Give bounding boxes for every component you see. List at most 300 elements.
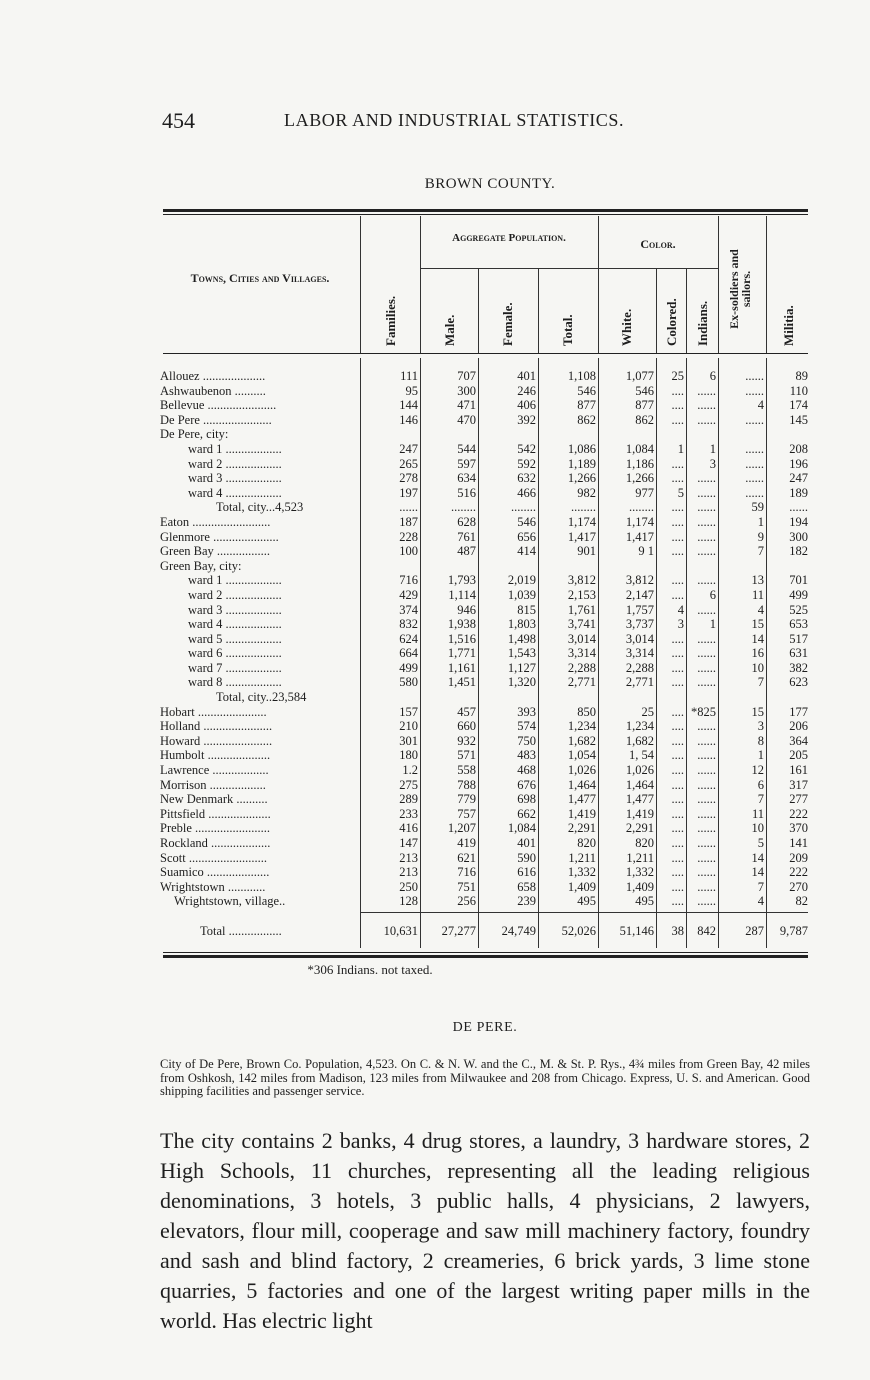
cell-exs: 4 <box>757 602 764 617</box>
cell-male: 470 <box>457 412 476 427</box>
cell-total: 2,291 <box>567 821 596 836</box>
cell-exs: 5 <box>757 836 764 850</box>
cell-families: 832 <box>399 617 418 632</box>
cell-colored: .... <box>671 456 684 471</box>
cell-colored: .... <box>671 383 684 398</box>
cell-families: 187 <box>399 514 418 529</box>
cell-exs: ...... <box>745 471 764 486</box>
cell-male: 932 <box>457 733 476 748</box>
cell-colored: .... <box>671 806 684 821</box>
cell-indians: ...... <box>697 879 716 894</box>
cell-total: 1,211 <box>568 850 596 865</box>
cell-white: 495 <box>635 894 654 909</box>
cell-militia <box>766 909 810 924</box>
cell-total: 1,761 <box>567 602 596 617</box>
cell-families: 100 <box>399 544 418 559</box>
cell-male: 757 <box>457 806 476 821</box>
cell-exs: 15 <box>751 704 764 719</box>
cell-male: 1,938 <box>447 617 476 632</box>
cell-colored: .... <box>671 894 684 909</box>
divider <box>538 268 539 353</box>
cell-exs: 287 <box>745 923 764 938</box>
cell-families <box>360 909 420 924</box>
cell-families <box>360 559 420 574</box>
header-families: Families. <box>383 295 398 346</box>
cell-female: 401 <box>517 836 536 850</box>
table-row <box>160 632 810 647</box>
cell-families: 233 <box>399 806 418 821</box>
cell-male: 1,114 <box>448 587 476 602</box>
table-row <box>160 617 810 632</box>
cell-male: ........ <box>451 500 476 515</box>
cell-indians: ...... <box>697 763 716 778</box>
cell-exs <box>718 909 766 924</box>
cell-indians: 1 <box>709 617 716 632</box>
bottom-rule <box>163 955 808 958</box>
population-table <box>160 369 810 938</box>
row-name: Ashwaubenon .......... <box>160 383 266 398</box>
cell-families: 716 <box>399 573 418 588</box>
cell-families: 624 <box>399 631 418 646</box>
cell-families: 499 <box>399 660 418 675</box>
row-name: Green Bay ................. <box>160 544 271 559</box>
cell-militia: 701 <box>789 573 808 588</box>
cell-militia: 209 <box>789 850 808 865</box>
cell-militia: 631 <box>789 646 808 661</box>
cell-colored: .... <box>671 733 684 748</box>
cell-militia: 89 <box>795 369 808 383</box>
cell-indians: ...... <box>697 529 716 544</box>
row-name: Rockland ................... <box>160 836 271 850</box>
cell-families: 210 <box>399 719 418 734</box>
cell-indians: ...... <box>697 675 716 690</box>
table-row <box>160 661 810 676</box>
cell-female: 574 <box>517 719 536 734</box>
row-name: Green Bay, city: <box>160 558 242 573</box>
row-name: ward 6 .................. <box>188 646 282 661</box>
cell-total: 877 <box>577 398 596 413</box>
cell-militia: 222 <box>789 865 808 880</box>
cell-indians: ...... <box>697 500 716 515</box>
cell-total: 2,771 <box>567 675 596 690</box>
cell-female: 542 <box>517 441 536 456</box>
cell-total: 1,266 <box>567 471 596 486</box>
cell-male: 571 <box>457 748 476 763</box>
top-rule-thin <box>163 214 808 215</box>
header-indians: Indians. <box>695 300 710 346</box>
cell-white: 862 <box>635 412 654 427</box>
header-aggregate: Aggregate Population. <box>452 232 566 244</box>
cell-male: 660 <box>457 719 476 734</box>
cell-total <box>538 909 598 924</box>
cell-white: 1,477 <box>625 792 654 807</box>
row-name: Lawrence .................. <box>160 763 269 778</box>
cell-families: 213 <box>399 865 418 880</box>
page-number: 454 <box>162 108 195 133</box>
row-name: ward 5 .................. <box>188 631 282 646</box>
row-name: Allouez .................... <box>160 369 266 383</box>
cell-colored <box>656 427 686 442</box>
cell-exs: 10 <box>751 821 764 836</box>
cell-colored: 3 <box>677 617 684 632</box>
cell-female: 698 <box>517 792 536 807</box>
running-head: LABOR AND INDUSTRIAL STATISTICS. <box>284 110 625 130</box>
cell-white <box>598 690 656 705</box>
table-row <box>160 573 810 588</box>
top-rule <box>163 209 808 212</box>
cell-indians: ...... <box>697 573 716 588</box>
cell-families: 247 <box>399 441 418 456</box>
cell-militia <box>766 427 810 442</box>
cell-colored: .... <box>671 879 684 894</box>
table-row <box>160 398 810 413</box>
cell-indians: ...... <box>697 894 716 909</box>
cell-exs: 14 <box>751 850 764 865</box>
cell-exs: 9 <box>757 529 764 544</box>
cell-indians: ...... <box>697 733 716 748</box>
table-row <box>160 588 810 603</box>
cell-militia: 206 <box>789 719 808 734</box>
cell-colored: .... <box>671 675 684 690</box>
header-towns: Towns, Cities and Villages. <box>190 271 330 285</box>
cell-colored: .... <box>671 587 684 602</box>
cell-colored: 25 <box>671 369 684 383</box>
cell-colored: .... <box>671 850 684 865</box>
cell-exs: 12 <box>751 763 764 778</box>
cell-exs: ...... <box>745 369 764 383</box>
cell-militia: 370 <box>789 821 808 836</box>
cell-exs: 59 <box>751 500 764 515</box>
table-row <box>160 924 810 939</box>
row-name: Scott ......................... <box>160 850 267 865</box>
cell-families: 128 <box>399 894 418 909</box>
cell-militia: 194 <box>789 514 808 529</box>
cell-white: 2,288 <box>625 660 654 675</box>
cell-families: 265 <box>399 456 418 471</box>
cell-male: 779 <box>457 792 476 807</box>
cell-indians: ...... <box>697 646 716 661</box>
cell-indians <box>686 427 718 442</box>
cell-male: 300 <box>457 383 476 398</box>
cell-militia: ...... <box>789 500 808 515</box>
table-row <box>160 734 810 749</box>
cell-families: 144 <box>399 398 418 413</box>
cell-indians: ...... <box>697 383 716 398</box>
cell-female: 1,320 <box>507 675 536 690</box>
cell-exs <box>718 690 766 705</box>
cell-indians: ...... <box>697 748 716 763</box>
cell-colored: .... <box>671 529 684 544</box>
header-ex-soldiers: Ex-soldiers and sailors. <box>727 249 753 329</box>
cell-indians: ...... <box>697 485 716 500</box>
cell-total: 1,086 <box>567 441 596 456</box>
row-name: ward 4 .................. <box>188 485 282 500</box>
cell-families: 213 <box>399 850 418 865</box>
row-name <box>160 909 360 924</box>
cell-white: 1,084 <box>625 441 654 456</box>
cell-militia: 653 <box>789 617 808 632</box>
cell-white: 25 <box>641 704 654 719</box>
cell-female: 656 <box>517 529 536 544</box>
row-name: Eaton ......................... <box>160 514 271 529</box>
cell-exs: ...... <box>745 485 764 500</box>
cell-militia: 300 <box>789 529 808 544</box>
cell-exs: 15 <box>751 617 764 632</box>
row-name: De Pere, city: <box>160 427 229 442</box>
cell-white: 1,077 <box>625 369 654 383</box>
divider <box>718 216 719 353</box>
cell-white: 1,682 <box>625 733 654 748</box>
cell-indians: ...... <box>697 412 716 427</box>
cell-male <box>420 559 478 574</box>
cell-indians: 842 <box>697 923 716 938</box>
cell-exs: 11 <box>751 587 764 602</box>
cell-exs: 7 <box>757 544 764 559</box>
table-row <box>160 457 810 472</box>
cell-total: 1,419 <box>567 806 596 821</box>
cell-female: 616 <box>517 865 536 880</box>
cell-exs <box>718 427 766 442</box>
cell-white: 1,211 <box>626 850 654 865</box>
header-total: Total. <box>560 314 575 346</box>
cell-white <box>598 559 656 574</box>
cell-indians: ...... <box>697 514 716 529</box>
cell-female: 590 <box>517 850 536 865</box>
table-row <box>160 544 810 559</box>
cell-militia: 182 <box>789 544 808 559</box>
divider <box>766 216 767 353</box>
cell-colored: .... <box>671 821 684 836</box>
cell-families: 180 <box>399 748 418 763</box>
row-name: Total, city...4,523 <box>216 500 304 515</box>
cell-white: 1,332 <box>625 865 654 880</box>
cell-male: 946 <box>457 602 476 617</box>
row-name: Preble ........................ <box>160 821 271 836</box>
cell-white: 1, 54 <box>629 748 654 763</box>
cell-militia: 277 <box>789 792 808 807</box>
table-row <box>160 515 810 530</box>
page-header <box>162 108 692 138</box>
cell-exs: 1 <box>757 514 764 529</box>
cell-families: ...... <box>399 500 418 515</box>
table-row <box>160 894 810 909</box>
table-row <box>160 646 810 661</box>
cell-total: 3,812 <box>567 573 596 588</box>
cell-male: 1,793 <box>447 573 476 588</box>
row-name: Humbolt .................... <box>160 748 271 763</box>
cell-white: 977 <box>635 485 654 500</box>
cell-families: 278 <box>399 471 418 486</box>
cell-exs: 14 <box>751 865 764 880</box>
table-row <box>160 909 810 924</box>
cell-militia: 208 <box>789 441 808 456</box>
table-row <box>160 690 810 705</box>
cell-total: 1,108 <box>567 369 596 383</box>
cell-indians: ...... <box>697 631 716 646</box>
cell-militia: 161 <box>789 763 808 778</box>
cell-female: 239 <box>517 894 536 909</box>
cell-families: 301 <box>399 733 418 748</box>
cell-indians: ...... <box>697 806 716 821</box>
cell-families: 146 <box>399 412 418 427</box>
table-row <box>160 865 810 880</box>
cell-colored: 1 <box>677 441 684 456</box>
cell-total: 862 <box>577 412 596 427</box>
table-row <box>160 675 810 690</box>
cell-white: 2,771 <box>625 675 654 690</box>
cell-female: 392 <box>517 412 536 427</box>
cell-white: 1,266 <box>625 471 654 486</box>
cell-colored: .... <box>671 865 684 880</box>
cell-indians: 6 <box>709 587 716 602</box>
cell-exs: 1 <box>757 748 764 763</box>
row-name: ward 4 .................. <box>188 617 282 632</box>
cell-militia: 382 <box>789 660 808 675</box>
cell-male: 707 <box>457 369 476 383</box>
cell-total <box>538 559 598 574</box>
row-name: Glenmore ..................... <box>160 529 279 544</box>
cell-colored: .... <box>671 748 684 763</box>
cell-female: 393 <box>517 704 536 719</box>
cell-families: 664 <box>399 646 418 661</box>
cell-exs: 8 <box>757 733 764 748</box>
cell-total: 495 <box>577 894 596 909</box>
cell-indians: ...... <box>697 602 716 617</box>
cell-indians <box>686 909 718 924</box>
cell-white: 1,186 <box>625 456 654 471</box>
cell-white: 3,314 <box>625 646 654 661</box>
cell-indians: ...... <box>697 777 716 792</box>
cell-total: 546 <box>577 383 596 398</box>
cell-white: 1,419 <box>625 806 654 821</box>
cell-families: 10,631 <box>383 923 418 938</box>
cell-white: 1,757 <box>625 602 654 617</box>
cell-indians: ...... <box>697 865 716 880</box>
cell-white: 3,737 <box>625 617 654 632</box>
cell-male: 256 <box>457 894 476 909</box>
cell-white: 877 <box>635 398 654 413</box>
cell-female: 414 <box>517 544 536 559</box>
cell-families: 95 <box>405 383 418 398</box>
cell-indians: ...... <box>697 471 716 486</box>
cell-female: 401 <box>517 369 536 383</box>
cell-total: 1,234 <box>567 719 596 734</box>
cell-total: 1,174 <box>567 514 596 529</box>
cell-male: 487 <box>457 544 476 559</box>
cell-indians: 1 <box>709 441 716 456</box>
divider <box>598 216 599 353</box>
cell-families: 374 <box>399 602 418 617</box>
row-name: Bellevue ...................... <box>160 398 277 413</box>
cell-total: 1,189 <box>567 456 596 471</box>
row-name: Pittsfield .................... <box>160 806 271 821</box>
cell-white <box>598 909 656 924</box>
cell-total: 1,409 <box>567 879 596 894</box>
cell-families: 580 <box>399 675 418 690</box>
cell-total <box>538 427 598 442</box>
header-militia: Militia. <box>781 305 796 346</box>
cell-female <box>478 427 538 442</box>
cell-colored: 5 <box>677 485 684 500</box>
cell-female: 246 <box>517 383 536 398</box>
table-row <box>160 471 810 486</box>
cell-exs: 4 <box>757 894 764 909</box>
cell-exs: ...... <box>745 412 764 427</box>
cell-militia: 141 <box>789 836 808 850</box>
cell-male: 1,516 <box>447 631 476 646</box>
divider <box>360 216 361 353</box>
cell-indians: ...... <box>697 719 716 734</box>
cell-male: 471 <box>457 398 476 413</box>
cell-colored: .... <box>671 646 684 661</box>
cell-families: 429 <box>399 587 418 602</box>
cell-total: 1,332 <box>567 865 596 880</box>
table-row <box>160 821 810 836</box>
cell-male: 628 <box>457 514 476 529</box>
row-name: Holland ...................... <box>160 719 273 734</box>
cell-militia: 196 <box>789 456 808 471</box>
row-name: ward 3 .................. <box>188 471 282 486</box>
cell-families: 1.2 <box>402 763 418 778</box>
cell-militia: 317 <box>789 777 808 792</box>
cell-families: 147 <box>399 836 418 850</box>
row-name: New Denmark .......... <box>160 792 268 807</box>
cell-male: 597 <box>457 456 476 471</box>
table-row <box>160 836 810 851</box>
table-row <box>160 413 810 428</box>
cell-exs: 11 <box>751 806 764 821</box>
cell-total: 3,741 <box>567 617 596 632</box>
cell-male: 27,277 <box>441 923 476 938</box>
cell-female: 1,127 <box>507 660 536 675</box>
row-name: ward 2 .................. <box>188 456 282 471</box>
divider <box>656 268 657 353</box>
cell-male: 1,207 <box>447 821 476 836</box>
cell-female: 2,019 <box>507 573 536 588</box>
cell-male <box>420 909 478 924</box>
cell-total: 3,314 <box>567 646 596 661</box>
cell-total: 901 <box>577 544 596 559</box>
cell-male <box>420 427 478 442</box>
row-name: Morrison .................. <box>160 777 266 792</box>
cell-militia: 270 <box>789 879 808 894</box>
cell-total: 1,417 <box>567 529 596 544</box>
cell-male: 558 <box>457 763 476 778</box>
row-name: Howard ...................... <box>160 733 273 748</box>
cell-indians: ...... <box>697 850 716 865</box>
cell-male: 716 <box>457 865 476 880</box>
cell-total: 1,026 <box>567 763 596 778</box>
section-title: DE PERE. <box>452 1020 518 1035</box>
cell-colored <box>656 909 686 924</box>
row-name: Hobart ...................... <box>160 704 267 719</box>
table-row <box>160 427 810 442</box>
cell-colored <box>656 690 686 705</box>
cell-colored: .... <box>671 412 684 427</box>
cell-female: 466 <box>517 485 536 500</box>
body-paragraph: The city contains 2 banks, 4 drug stores, a laundry, 3 hardware stores, 2 High Schools, 11 churches, representing all the leading religious denominations, 3 hotels, 3 public halls, 4 physicians, 2 lawyers, elevators, flour mill, cooperage and saw mill machinery factory, foundry and sash and blind factory, 2 creameries, 6 brick yards, 3 lime stone quarries, 5 factories and one of the largest writing paper mills in the world. Has electric light <box>160 1128 810 1333</box>
row-name: Wrightstown ............ <box>160 879 266 894</box>
table-row <box>160 851 810 866</box>
cell-total: 1,054 <box>567 748 596 763</box>
row-name: Total ................. <box>200 923 282 938</box>
cell-female: 592 <box>517 456 536 471</box>
cell-female: ........ <box>511 500 536 515</box>
cell-colored: .... <box>671 573 684 588</box>
cell-militia: 174 <box>789 398 808 413</box>
cell-white: 1,234 <box>625 719 654 734</box>
cell-colored: .... <box>671 704 684 719</box>
